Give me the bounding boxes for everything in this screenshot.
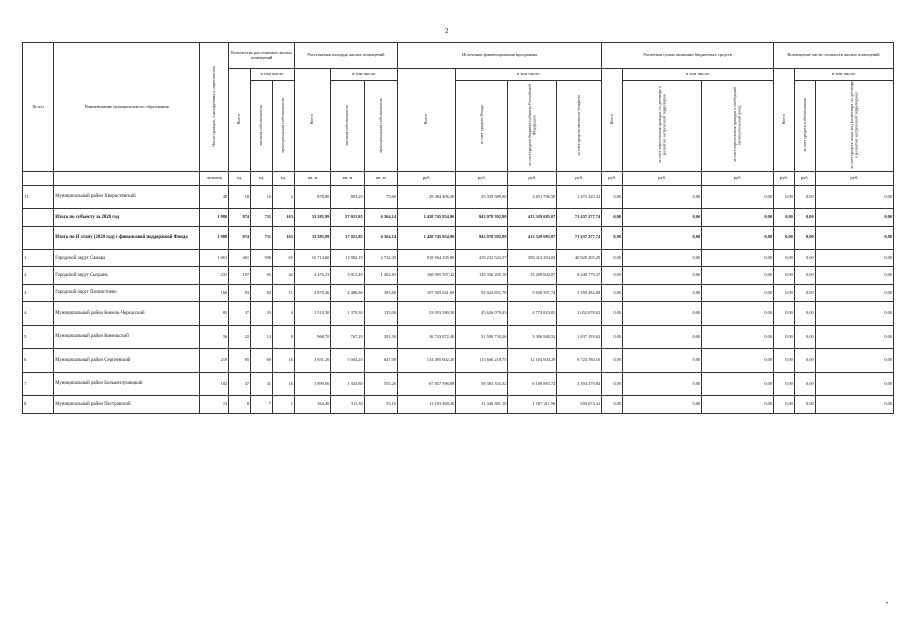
row-value: 0,00 xyxy=(774,284,795,301)
row-value: 27 021,85 xyxy=(331,209,364,226)
header-subject-budget: за счет средств бюджета субъекта Российской Федерации xyxy=(508,81,557,172)
row-value: 0,00 xyxy=(774,396,795,413)
unit-pc: ед. xyxy=(273,171,295,185)
unit-m2: кв. м xyxy=(294,171,330,185)
row-value: 878,80 xyxy=(294,185,330,209)
row-value: 12 104 604,29 xyxy=(508,349,557,373)
row-value: 711 xyxy=(251,209,273,226)
row-value: 0,00 xyxy=(602,372,623,396)
row-value: 0,00 xyxy=(815,396,893,413)
row-value: 31 599 730,26 xyxy=(456,325,508,349)
row-value: 2 486,86 xyxy=(331,284,364,301)
row-value: 364,40 xyxy=(294,396,330,413)
header-reimb-incl: в том числе: xyxy=(794,69,893,81)
row-value: 48 xyxy=(200,185,229,209)
row-value: 0,00 xyxy=(774,302,795,326)
row-value: 1 980 xyxy=(200,209,229,226)
row-value: 16 714,60 xyxy=(294,250,330,267)
row-value: 647,00 xyxy=(364,349,397,373)
row-value: 0,00 xyxy=(702,226,774,250)
header-savings-2: за счет переселения граждан в свободный муниципальный фонд xyxy=(702,81,774,172)
row-value: 13 982,15 xyxy=(331,250,364,267)
header-savings-incl: в том числе: xyxy=(623,69,774,81)
unit-rub: руб. xyxy=(602,171,623,185)
unit-pc: ед. xyxy=(251,171,273,185)
row-value: 968,70 xyxy=(294,325,330,349)
row-number: 6. xyxy=(23,349,54,373)
row-value: 0,00 xyxy=(702,284,774,301)
row-value: 0,00 xyxy=(774,250,795,267)
row-value: 0,00 xyxy=(794,250,815,267)
units-name xyxy=(54,171,200,185)
row-value: 1 837 193,62 xyxy=(557,325,602,349)
row-name: Муниципальный район Большеглушицкий xyxy=(54,372,200,396)
row-value: 9 630 507,74 xyxy=(508,284,557,301)
unit-rub: руб. xyxy=(794,171,815,185)
row-number: 7. xyxy=(23,372,54,396)
row-number xyxy=(23,209,54,226)
unit-m2: кв. м xyxy=(364,171,397,185)
row-value: 85 xyxy=(200,302,229,326)
row-value: 0,00 xyxy=(774,325,795,349)
row-value: 0,00 xyxy=(794,185,815,209)
row-value: 6 108 883,72 xyxy=(508,372,557,396)
row-name: Муниципальный район Сергиевский xyxy=(54,349,200,373)
row-value: 8 xyxy=(229,396,251,413)
row-value: 0,00 xyxy=(623,226,702,250)
row-value: 2 xyxy=(273,185,295,209)
row-value: 1 514,30 xyxy=(294,302,330,326)
row-value: 0,00 xyxy=(702,185,774,209)
row-value: 0,00 xyxy=(794,226,815,250)
row-value: 11 346 381,10 xyxy=(456,396,508,413)
row-value: 163 xyxy=(273,209,295,226)
header-name: Наименование муниципального образования xyxy=(54,43,200,172)
unit-rub: руб. xyxy=(557,171,602,185)
row-value: 0,00 xyxy=(602,209,623,226)
row-value: 0,00 xyxy=(623,349,702,373)
row-value: 0,00 xyxy=(702,267,774,284)
row-value: 29 484 406,40 xyxy=(398,185,456,209)
row-value: 818 564 105,80 xyxy=(398,250,456,267)
row-value: 8 xyxy=(273,325,295,349)
row-name: Муниципальный район Кинель-Черкасский xyxy=(54,302,200,326)
row-value: 7 xyxy=(251,396,273,413)
row-number: 13. xyxy=(23,185,54,209)
row-value: 14 xyxy=(251,325,273,349)
row-value: 413 329 685,07 xyxy=(508,209,557,226)
row-value: 0,00 xyxy=(602,302,623,326)
unit-rub: руб. xyxy=(398,171,456,185)
table-row xyxy=(23,250,894,267)
row-value: 0,00 xyxy=(623,250,702,267)
header-reimb-total: Всего xyxy=(774,69,795,172)
row-value: 1 187 411,98 xyxy=(508,396,557,413)
row-value: 0,00 xyxy=(774,267,795,284)
row-value: 6 364,14 xyxy=(364,209,397,226)
unit-m2: кв. м xyxy=(331,171,364,185)
row-value: 0,00 xyxy=(702,302,774,326)
table-row xyxy=(23,185,894,209)
row-value: 65 xyxy=(251,267,273,284)
row-value: 874 xyxy=(229,209,251,226)
row-value: 67 857 596,88 xyxy=(398,372,456,396)
row-value: 0,00 xyxy=(774,226,795,250)
header-premises-total: Всего xyxy=(229,69,251,172)
table-row xyxy=(23,284,894,301)
row-value: 115 666 218,75 xyxy=(456,349,508,373)
row-number: 2. xyxy=(23,267,54,284)
row-value: 0,00 xyxy=(602,250,623,267)
row-value: 45 626 079,43 xyxy=(456,302,508,326)
row-value: 0,00 xyxy=(623,209,702,226)
row-value: 134 495 602,20 xyxy=(398,349,456,373)
row-value: 1 343,80 xyxy=(331,372,364,396)
unit-rub: руб. xyxy=(456,171,508,185)
row-name: Муниципальный район Кинельский xyxy=(54,325,200,349)
row-value: 943 978 592,89 xyxy=(456,226,508,250)
unit-rub: руб. xyxy=(774,171,795,185)
row-value: 33 385,99 xyxy=(294,226,330,250)
row-value: 107 005 641,60 xyxy=(398,284,456,301)
row-value: 42 xyxy=(273,267,295,284)
row-value: 135,00 xyxy=(364,302,397,326)
table-row xyxy=(23,396,894,413)
row-value: 0,00 xyxy=(815,284,893,301)
row-value: 0,00 xyxy=(602,185,623,209)
row-value: 8 449 779,37 xyxy=(557,267,602,284)
row-value: 0,00 xyxy=(815,209,893,226)
row-value: 0,00 xyxy=(602,349,623,373)
row-value: 0,00 xyxy=(623,325,702,349)
row-value: 166 xyxy=(200,284,229,301)
header-num: № п/п xyxy=(23,43,54,172)
row-value: 65 xyxy=(273,250,295,267)
row-value: 3 306 948,52 xyxy=(508,325,557,349)
row-value: 0,00 xyxy=(623,267,702,284)
row-number: 8. xyxy=(23,396,54,413)
row-value: 25 359 589,90 xyxy=(456,185,508,209)
row-value: 0,00 xyxy=(623,185,702,209)
unit-people: человек xyxy=(200,171,229,185)
header-reimb-1: за счет средств собственников xyxy=(794,81,815,172)
row-name: Городской округ Похвистнево xyxy=(54,284,200,301)
header-persons: Число граждан, планируемых к переселению xyxy=(200,43,229,172)
row-value: 92 024 851,78 xyxy=(456,284,508,301)
row-value: 85 xyxy=(229,349,251,373)
row-value: 31 xyxy=(251,372,273,396)
row-value: 56 xyxy=(200,325,229,349)
table-row xyxy=(23,325,894,349)
row-value: 0,00 xyxy=(794,396,815,413)
row-value: 2 651 796,58 xyxy=(508,185,557,209)
row-value: 93 xyxy=(229,284,251,301)
row-value: 0,00 xyxy=(702,325,774,349)
table-row xyxy=(23,226,894,250)
row-value: 0,00 xyxy=(794,349,815,373)
table-row xyxy=(23,349,894,373)
row-value: 0,00 xyxy=(794,209,815,226)
row-value: 2 652 678,02 xyxy=(557,302,602,326)
row-value: 27 021,85 xyxy=(331,226,364,250)
row-value: 47 xyxy=(229,372,251,396)
row-value: 0,00 xyxy=(602,226,623,250)
row-value: 0,00 xyxy=(815,372,893,396)
row-value: 0,00 xyxy=(702,250,774,267)
row-name: Итого по субъекту за 2020 год xyxy=(54,209,200,226)
row-value: 1 980 xyxy=(200,226,229,250)
header-savings-total: Всего xyxy=(602,69,623,172)
row-value: 1 061 xyxy=(200,250,229,267)
row-value: 168 995 597,42 xyxy=(398,267,456,284)
row-value: 71 437 277,74 xyxy=(557,209,602,226)
row-value: 163 xyxy=(273,226,295,250)
row-value: 16 xyxy=(273,372,295,396)
row-number: 1. xyxy=(23,250,54,267)
row-value: 1 462,83 xyxy=(364,267,397,284)
row-value: 1 xyxy=(273,396,295,413)
unit-rub: руб. xyxy=(702,171,774,185)
header-finance-total: Всего xyxy=(398,69,456,172)
row-value: 767,20 xyxy=(331,325,364,349)
row-value: 2 732,45 xyxy=(364,250,397,267)
row-value: 82 xyxy=(251,284,273,301)
row-value: 358 413 294,84 xyxy=(508,250,557,267)
row-value: 16 xyxy=(273,349,295,373)
row-value: 461 xyxy=(229,250,251,267)
row-value: 4 476,23 xyxy=(294,267,330,284)
row-value: 0,00 xyxy=(815,302,893,326)
row-name: Городской округ Сызрань xyxy=(54,267,200,284)
row-value: 36 743 872,40 xyxy=(398,325,456,349)
row-value: 0,00 xyxy=(623,284,702,301)
row-value: 0,00 xyxy=(794,302,815,326)
row-value: 4 xyxy=(273,302,295,326)
row-value: 0,00 xyxy=(815,185,893,209)
row-value: 555,26 xyxy=(364,372,397,396)
header-savings-group: Расчетная сумма экономии бюджетных средств xyxy=(602,43,774,69)
header-area-private: частная собственность xyxy=(331,81,364,172)
unit-pc: ед. xyxy=(229,171,251,185)
row-value: 711 xyxy=(251,226,273,250)
row-value: 0,00 xyxy=(602,325,623,349)
row-value: 1 899,06 xyxy=(294,372,330,396)
header-savings-1: за счет переселения граждан по договору о развитии застроенной территории xyxy=(623,81,702,172)
row-value: 0,00 xyxy=(702,396,774,413)
row-number: 5. xyxy=(23,325,54,349)
row-number: 3. xyxy=(23,284,54,301)
header-premises-incl: в том числе: xyxy=(251,69,295,81)
row-value: 0,00 xyxy=(623,372,702,396)
row-number xyxy=(23,226,54,250)
row-value: 13 193 468,40 xyxy=(398,396,456,413)
table-row xyxy=(23,267,894,284)
row-value: 13 xyxy=(200,396,229,413)
row-value: 6 724 780,16 xyxy=(557,349,602,373)
row-value: 0,00 xyxy=(794,267,815,284)
scan-mark: • xyxy=(886,601,889,607)
table-row xyxy=(23,209,894,226)
row-value: 0,00 xyxy=(815,250,893,267)
page-number: 2 xyxy=(445,27,449,35)
row-value: 0,00 xyxy=(774,349,795,373)
row-value: 413 329 685,07 xyxy=(508,226,557,250)
row-value: 107 xyxy=(229,267,251,284)
row-value: 803,20 xyxy=(331,185,364,209)
row-value: 659 673,32 xyxy=(557,396,602,413)
row-value: 0,00 xyxy=(623,396,702,413)
header-fund: за счет средств Фонда xyxy=(456,81,508,172)
row-value: 0,00 xyxy=(794,325,815,349)
row-value: 874 xyxy=(229,226,251,250)
unit-rub: руб. xyxy=(623,171,702,185)
table-row xyxy=(23,302,894,326)
row-value: 33 385,99 xyxy=(294,209,330,226)
row-value: 0,00 xyxy=(602,396,623,413)
row-value: 102 xyxy=(200,372,229,396)
row-value: 37 xyxy=(229,302,251,326)
row-value: 419 222 543,57 xyxy=(456,250,508,267)
row-name: Муниципальный район Хворостянский xyxy=(54,185,200,209)
row-value: 0,00 xyxy=(815,226,893,250)
row-value: 0,00 xyxy=(702,349,774,373)
row-value: 1 473 220,32 xyxy=(557,185,602,209)
program-table xyxy=(22,42,894,414)
row-value: 53 053 580,50 xyxy=(398,302,456,326)
row-value: 15 209 602,87 xyxy=(508,267,557,284)
row-value: 311,30 xyxy=(331,396,364,413)
row-value: 0,00 xyxy=(702,209,774,226)
row-value: 71 437 277,74 xyxy=(557,226,602,250)
row-value: 943 978 592,89 xyxy=(456,209,508,226)
row-value: 6 364,14 xyxy=(364,226,397,250)
row-value: 40 928 205,29 xyxy=(557,250,602,267)
row-number: 4. xyxy=(23,302,54,326)
row-value: 69 xyxy=(251,349,273,373)
row-value: 3 004,20 xyxy=(331,349,364,373)
row-value: 201,50 xyxy=(364,325,397,349)
row-value: 3 651,20 xyxy=(294,349,330,373)
row-value: 0,00 xyxy=(702,372,774,396)
header-reimb-group: Возмещение части стоимости жилых помещений xyxy=(774,43,894,69)
header-finance-group: Источники финансирования программы xyxy=(398,43,602,69)
row-value: 1 428 745 854,90 xyxy=(398,209,456,226)
unit-rub: руб. xyxy=(508,171,557,185)
row-value: 0,00 xyxy=(815,349,893,373)
row-value: 396 xyxy=(251,250,273,267)
row-value: 11 xyxy=(273,284,295,301)
row-value: 0,00 xyxy=(602,267,623,284)
header-premises-private: частная собственность xyxy=(251,81,273,172)
row-value: 0,00 xyxy=(794,372,815,396)
row-value: 5 350 282,08 xyxy=(557,284,602,301)
header-area-group: Расселяемая площадь жилых помещений xyxy=(294,43,397,69)
row-value: 0,00 xyxy=(602,284,623,301)
header-premises-group: Количество расселяемых жилых помещений xyxy=(229,43,295,69)
row-value: 22 xyxy=(229,325,251,349)
row-value: 0,00 xyxy=(774,185,795,209)
row-value: 145 336 205,18 xyxy=(456,267,508,284)
row-name: Муниципальный район Пестравский xyxy=(54,396,200,413)
header-area-incl: в том числе: xyxy=(331,69,398,81)
row-name: Городской округ Самара xyxy=(54,250,200,267)
row-value: 53,10 xyxy=(364,396,397,413)
row-value: 18 xyxy=(229,185,251,209)
row-value: 0,00 xyxy=(774,372,795,396)
row-value: 2 870,46 xyxy=(294,284,330,301)
row-value: 3 394 379,84 xyxy=(557,372,602,396)
row-value: 0,00 xyxy=(774,209,795,226)
row-value: 0,00 xyxy=(815,267,893,284)
row-value: 1 379,30 xyxy=(331,302,364,326)
header-premises-municipal: муниципальная собственность xyxy=(273,81,295,172)
row-value: 16 xyxy=(251,185,273,209)
row-value: 0,00 xyxy=(815,325,893,349)
row-value: 383,60 xyxy=(364,284,397,301)
header-area-municipal: муниципальная собственность xyxy=(364,81,397,172)
header-local-budget: за счет средств местного бюджета xyxy=(557,81,602,172)
header-finance-incl: в том числе: xyxy=(456,69,602,81)
row-value: 4 774 823,05 xyxy=(508,302,557,326)
header-reimb-2: за счет средств иных лиц (инвестора по договору о развитии застроенной территории) xyxy=(815,81,893,172)
table-row xyxy=(23,372,894,396)
row-value: 0,00 xyxy=(623,302,702,326)
row-value: 219 xyxy=(200,349,229,373)
unit-rub: руб. xyxy=(815,171,893,185)
row-value: 0,00 xyxy=(794,284,815,301)
row-value: 58 383 333,32 xyxy=(456,372,508,396)
row-value: 75,60 xyxy=(364,185,397,209)
row-name: Итого по II этапу (2020 год) с финансовой поддержкой Фонда xyxy=(54,226,200,250)
units-num xyxy=(23,171,54,185)
header-area-total: Всего xyxy=(294,69,330,172)
row-value: 3 013,40 xyxy=(331,267,364,284)
table-body xyxy=(23,185,894,413)
row-value: 1 428 745 854,90 xyxy=(398,226,456,250)
row-value: 231 xyxy=(200,267,229,284)
row-value: 33 xyxy=(251,302,273,326)
